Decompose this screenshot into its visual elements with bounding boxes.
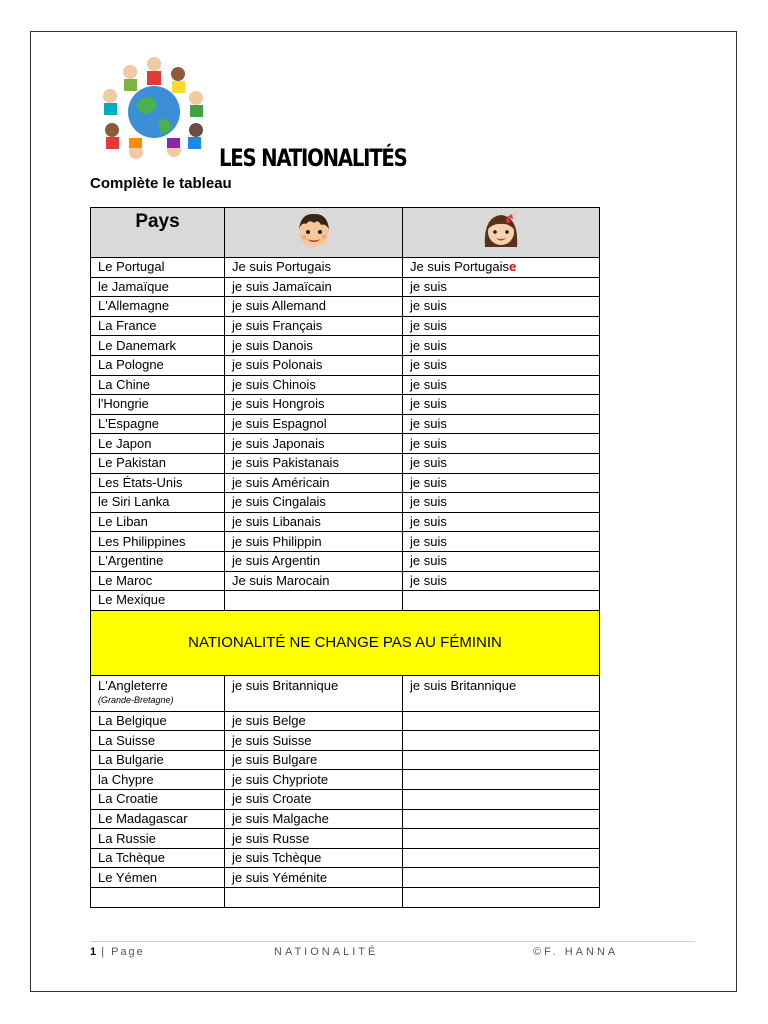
page-label: | Page <box>101 946 145 958</box>
table-row <box>91 571 600 591</box>
table-row <box>91 829 600 849</box>
table-row <box>91 868 600 888</box>
header-pays: Pays <box>91 208 225 258</box>
masculine-cell: je suis Français <box>225 316 403 336</box>
table-row <box>91 591 600 611</box>
feminine-cell <box>403 591 600 611</box>
masculine-cell: je suis Pakistanais <box>225 453 403 473</box>
table-row <box>91 809 600 829</box>
table-row <box>91 336 600 356</box>
country-cell: Le Liban <box>91 512 225 532</box>
table-row <box>91 258 600 278</box>
feminine-cell: je suis <box>403 571 600 591</box>
feminine-cell <box>403 809 600 829</box>
country-cell: la Chypre <box>91 770 225 790</box>
country-cell: Le Maroc <box>91 571 225 591</box>
footer-page <box>90 945 145 959</box>
table-row <box>91 414 600 434</box>
table-row <box>91 395 600 415</box>
feminine-cell: je suis <box>403 473 600 493</box>
country-cell: Le Yémen <box>91 868 225 888</box>
country-cell: La Tchèque <box>91 848 225 868</box>
country-cell: La France <box>91 316 225 336</box>
masculine-cell: je suis Chypriote <box>225 770 403 790</box>
country-cell: La Chine <box>91 375 225 395</box>
feminine-cell <box>403 731 600 751</box>
masculine-cell: je suis Philippin <box>225 532 403 552</box>
header-feminine <box>403 208 600 258</box>
table-row <box>91 848 600 868</box>
country-cell: La Belgique <box>91 711 225 731</box>
table-row <box>91 770 600 790</box>
page-number: 1 <box>90 946 97 958</box>
masculine-cell: je suis Russe <box>225 829 403 849</box>
table-row <box>91 551 600 571</box>
masculine-cell: je suis Suisse <box>225 731 403 751</box>
feminine-cell: je suis <box>403 512 600 532</box>
country-cell: Le Mexique <box>91 591 225 611</box>
feminine-cell: je suis <box>403 532 600 552</box>
masculine-cell: je suis Yéménite <box>225 868 403 888</box>
feminine-cell: je suis <box>403 297 600 317</box>
masculine-cell: je suis Argentin <box>225 551 403 571</box>
country-cell: L'Argentine <box>91 551 225 571</box>
masculine-cell: je suis Bulgare <box>225 750 403 770</box>
table-row <box>91 473 600 493</box>
feminine-cell: Je suis Portugaise <box>403 258 600 278</box>
country-name: L'Angleterre <box>98 677 168 693</box>
masculine-cell: je suis Américain <box>225 473 403 493</box>
table-row <box>91 316 600 336</box>
feminine-cell <box>403 888 600 908</box>
nationalities-table <box>90 207 600 908</box>
country-cell: le Siri Lanka <box>91 493 225 513</box>
feminine-cell: je suis <box>403 414 600 434</box>
feminine-cell: je suis <box>403 395 600 415</box>
country-cell: Le Madagascar <box>91 809 225 829</box>
country-cell: le Jamaïque <box>91 277 225 297</box>
country-cell: Le Danemark <box>91 336 225 356</box>
masculine-cell: Je suis Marocain <box>225 571 403 591</box>
masculine-cell: je suis Croate <box>225 790 403 810</box>
country-cell <box>91 675 225 711</box>
banner-row <box>91 610 600 675</box>
feminine-cell: je suis <box>403 434 600 454</box>
table-row <box>91 297 600 317</box>
banner-text: NATIONALITÉ NE CHANGE PAS AU FÉMININ <box>91 610 600 675</box>
feminine-cell <box>403 790 600 810</box>
girl-face-icon <box>479 209 523 251</box>
table-row <box>91 355 600 375</box>
table-row <box>91 532 600 552</box>
country-cell <box>91 888 225 908</box>
feminine-cell: je suis <box>403 375 600 395</box>
masculine-cell: je suis Danois <box>225 336 403 356</box>
table-row <box>91 750 600 770</box>
table-header-row <box>91 208 600 258</box>
country-cell: La Suisse <box>91 731 225 751</box>
masculine-cell: je suis Libanais <box>225 512 403 532</box>
feminine-cell: je suis <box>403 277 600 297</box>
masculine-cell: je suis Chinois <box>225 375 403 395</box>
country-cell: Les Philippines <box>91 532 225 552</box>
table-row <box>91 434 600 454</box>
masculine-cell: je suis Tchèque <box>225 848 403 868</box>
feminine-cell: je suis <box>403 453 600 473</box>
country-cell: La Russie <box>91 829 225 849</box>
feminine-cell <box>403 848 600 868</box>
feminine-cell: je suis <box>403 316 600 336</box>
masculine-cell: je suis Polonais <box>225 355 403 375</box>
feminine-cell: je suis <box>403 355 600 375</box>
masculine-cell: je suis Cingalais <box>225 493 403 513</box>
country-cell: L'Espagne <box>91 414 225 434</box>
header-masculine <box>225 208 403 258</box>
masculine-cell: je suis Belge <box>225 711 403 731</box>
table-row <box>91 512 600 532</box>
feminine-cell <box>403 829 600 849</box>
country-cell: La Bulgarie <box>91 750 225 770</box>
table-row <box>91 493 600 513</box>
feminine-cell: je suis <box>403 493 600 513</box>
country-cell: Le Portugal <box>91 258 225 278</box>
masculine-cell <box>225 888 403 908</box>
table-row <box>91 277 600 297</box>
feminine-cell: je suis <box>403 551 600 571</box>
country-cell: Le Japon <box>91 434 225 454</box>
feminine-cell: je suis <box>403 336 600 356</box>
country-cell: L'Allemagne <box>91 297 225 317</box>
country-cell: Le Pakistan <box>91 453 225 473</box>
masculine-cell: je suis Britannique <box>225 675 403 711</box>
instruction-text: Complète le tableau <box>90 175 232 192</box>
feminine-cell: je suis Britannique <box>403 675 600 711</box>
table-row <box>91 675 600 711</box>
country-cell: Les États-Unis <box>91 473 225 493</box>
masculine-cell: je suis Espagnol <box>225 414 403 434</box>
table-row <box>91 711 600 731</box>
table-row <box>91 375 600 395</box>
country-cell: La Croatie <box>91 790 225 810</box>
kids-around-globe-icon <box>96 50 212 166</box>
table-row <box>91 888 600 908</box>
footer-author: ©F. HANNA <box>533 946 619 958</box>
feminine-cell <box>403 750 600 770</box>
masculine-cell: je suis Hongrois <box>225 395 403 415</box>
footer-divider <box>90 941 695 942</box>
feminine-cell <box>403 868 600 888</box>
masculine-cell: je suis Japonais <box>225 434 403 454</box>
masculine-cell: je suis Malgache <box>225 809 403 829</box>
footer-center-text: NATIONALITÉ <box>274 946 379 958</box>
masculine-cell: Je suis Portugais <box>225 258 403 278</box>
table-row <box>91 731 600 751</box>
feminine-cell <box>403 711 600 731</box>
masculine-cell: je suis Jamaïcain <box>225 277 403 297</box>
boy-face-icon <box>292 209 336 251</box>
country-cell: La Pologne <box>91 355 225 375</box>
table-row <box>91 790 600 810</box>
page-title: LES NATIONALITÉS <box>219 144 407 172</box>
table-row <box>91 453 600 473</box>
feminine-cell <box>403 770 600 790</box>
country-note: (Grande-Bretagne) <box>98 694 174 705</box>
country-cell: l'Hongrie <box>91 395 225 415</box>
masculine-cell <box>225 591 403 611</box>
feminine-suffix: e <box>509 259 517 275</box>
masculine-cell: je suis Allemand <box>225 297 403 317</box>
